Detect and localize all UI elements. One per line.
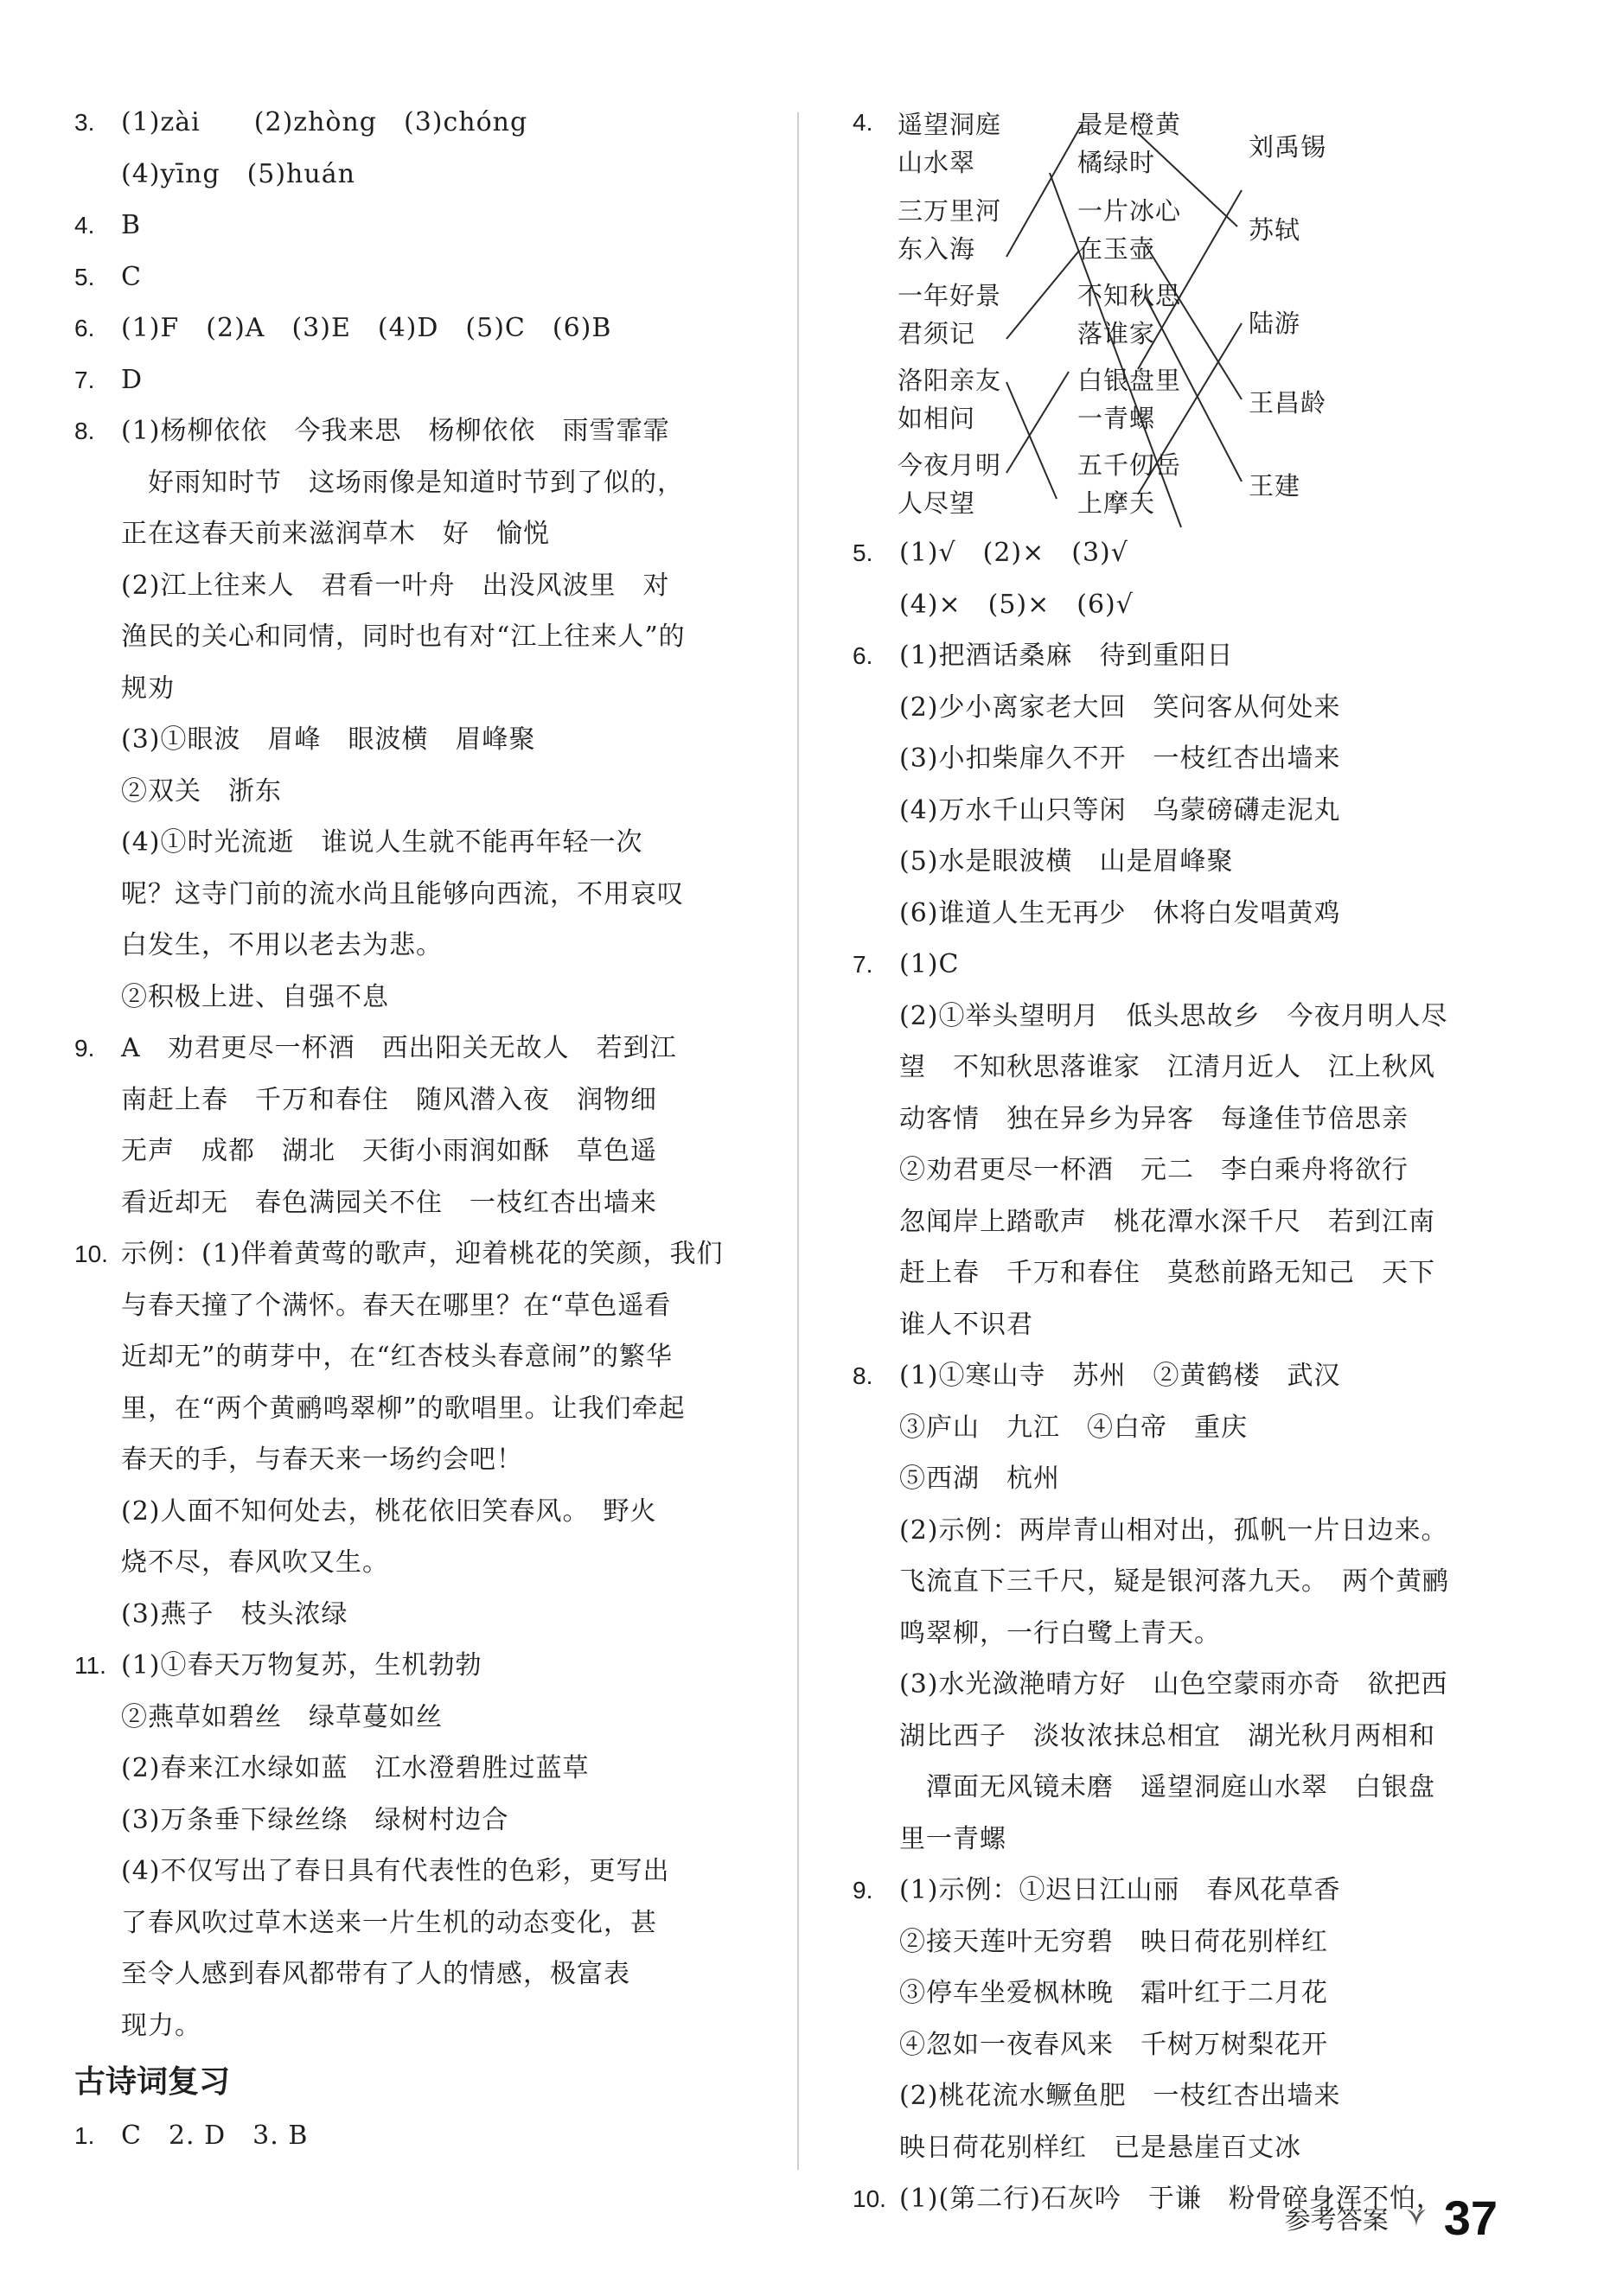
match-author: 王昌龄 <box>1249 388 1327 418</box>
answer-line <box>853 1196 1510 1248</box>
answer-line <box>74 1795 749 1846</box>
answer-text: (2)①举头望明月 低头思故乡 今夜月明人尽 <box>899 1000 1448 1031</box>
answer-line <box>74 2000 749 2052</box>
question-number: 11. <box>74 1652 106 1679</box>
answer-line <box>853 1145 1510 1196</box>
answer-text: (5)水是眼波横 山是眉峰聚 <box>899 846 1234 877</box>
leaf-icon <box>1404 2205 1428 2229</box>
answer-text: (1)√ (2)× (3)√ <box>899 538 1128 568</box>
answer-text: 湖比西子 淡妆浓抹总相宜 湖光秋月两相和 <box>899 1720 1435 1751</box>
answer-text: (3)小扣柴扉久不开 一枝红杏出墙来 <box>899 743 1341 774</box>
answer-line <box>853 682 1510 734</box>
answer-line <box>74 1331 749 1383</box>
answer-text: ③庐山 九江 ④白帝 重庆 <box>899 1412 1248 1443</box>
match-left-item: 三万里河 <box>898 196 1002 226</box>
answer-text: (4)不仅写出了春日具有代表性的色彩，更写出 <box>121 1856 670 1886</box>
answer-line <box>853 2070 1510 2122</box>
match-mid-item: 上摩天 <box>1077 488 1156 518</box>
answer-text: (6)谁道人生无再少 休将白发唱黄鸡 <box>899 897 1341 928</box>
question-number: 5. <box>853 539 873 566</box>
answer-line <box>74 766 749 818</box>
answer-line <box>74 1075 749 1126</box>
page-number: 37 <box>1443 2190 1498 2245</box>
answer-text: 里一青螺 <box>899 1823 1006 1854</box>
match-mid-item: 橘绿时 <box>1077 148 1156 177</box>
answer-line <box>74 1383 749 1435</box>
answer-text: 与春天撞了个满怀。春天在哪里？在“草色遥看 <box>121 1290 672 1321</box>
answer-line <box>853 1505 1510 1557</box>
question-number: 8. <box>74 418 95 444</box>
answer-line <box>74 1486 749 1538</box>
answer-line <box>74 1897 749 1949</box>
answer-line <box>74 97 749 149</box>
match-line <box>1006 124 1082 257</box>
answer-line <box>74 1743 749 1795</box>
answer-line <box>74 252 749 303</box>
answer-line <box>74 200 749 252</box>
answer-line <box>853 1247 1510 1299</box>
answer-text: 谁人不识君 <box>899 1309 1033 1340</box>
answer-text: C <box>121 261 142 292</box>
answer-text: (1)杨柳依依 今我来思 杨柳依依 雨雪霏霏 <box>121 416 670 446</box>
answer-text: (3)万条垂下绿丝绦 绿树村边合 <box>121 1804 509 1835</box>
answer-text: (4)①时光流逝 谁说人生就不能再年轻一次 <box>121 827 643 858</box>
match-author: 王建 <box>1249 471 1301 501</box>
answer-line <box>74 1692 749 1744</box>
answer-line <box>853 1453 1510 1505</box>
column-divider <box>797 112 799 2170</box>
answer-line <box>74 149 749 201</box>
match-mid-item: 白银盘里 <box>1077 366 1182 395</box>
answer-text: (2)示例：两岸青山相对出，孤帆一片日边来。 <box>899 1515 1448 1546</box>
answer-text: (1)①春天万物复苏，生机勃勃 <box>121 1650 482 1681</box>
match-mid-item: 五千仞岳 <box>1077 450 1182 480</box>
answer-line <box>74 303 749 354</box>
answer-text: (1)示例：①迟日江山丽 春风花草香 <box>899 1875 1341 1905</box>
match-mid-item: 最是橙黄 <box>1077 110 1182 139</box>
answer-text: (1)(第二行)石灰吟 于谦 粉骨碎身浑不怕， <box>899 2184 1443 2214</box>
question-number: 4. <box>74 212 95 239</box>
answer-text: A 劝君更尽一杯酒 西出阳关无故人 若到江 <box>121 1033 677 1063</box>
answer-line <box>74 1126 749 1177</box>
answer-line <box>853 2019 1510 2071</box>
answer-line <box>853 1814 1510 1866</box>
answer-text: (1)①寒山寺 苏州 ②黄鹤楼 武汉 <box>899 1361 1341 1391</box>
answer-text: 赶上春 千万和春住 莫愁前路无知己 天下 <box>899 1258 1435 1288</box>
answer-text: ②接天莲叶无穷碧 映日荷花别样红 <box>899 1926 1328 1957</box>
answer-line <box>74 611 749 663</box>
answer-line <box>74 1537 749 1589</box>
section-heading: 古诗词复习 <box>74 2064 231 2100</box>
match-mid-item: 不知秋思 <box>1077 281 1182 310</box>
answer-text: C 2. D 3. B <box>121 2121 309 2151</box>
match-line <box>1006 251 1079 339</box>
answer-text: 望 不知秋思落谁家 江清月近人 江上秋风 <box>899 1052 1435 1082</box>
answer-text: (2)人面不知何处去，桃花依旧笑春风。 野火 <box>121 1496 657 1527</box>
answer-line <box>853 1299 1510 1351</box>
match-mid-item: 一青螺 <box>1077 404 1156 433</box>
answer-line <box>74 508 749 560</box>
left-column <box>74 97 749 2162</box>
answer-text: 了春风吹过草木送来一片生机的动态变化，甚 <box>121 1907 657 1938</box>
answer-text: ③停车坐爱枫林晚 霜叶红于二月花 <box>899 1978 1328 2008</box>
answer-text: 南赶上春 千万和春住 随风潜入夜 润物细 <box>121 1084 657 1115</box>
match-left-item: 人尽望 <box>898 488 976 518</box>
page-footer <box>1285 2187 1498 2248</box>
answer-line <box>853 1762 1510 1814</box>
match-line <box>1006 382 1057 499</box>
answer-line <box>74 972 749 1024</box>
answer-line <box>853 1042 1510 1094</box>
answer-text: ②燕草如碧丝 绿草蔓如丝 <box>121 1701 443 1732</box>
answer-line <box>853 733 1510 785</box>
question-number: 7. <box>853 951 873 978</box>
answer-line <box>74 1846 749 1897</box>
answer-line <box>853 1556 1510 1608</box>
answer-line <box>853 785 1510 837</box>
answer-line <box>853 836 1510 888</box>
answer-text: ②积极上进、自强不息 <box>121 981 389 1012</box>
match-mid-item: 落谁家 <box>1077 319 1156 348</box>
question-number: 10. <box>853 2185 886 2212</box>
answer-line <box>853 1402 1510 1454</box>
answer-line <box>74 1434 749 1486</box>
answer-line <box>74 1948 749 2000</box>
answer-text: 动客情 独在异乡为异客 每逢佳节倍思亲 <box>899 1103 1409 1134</box>
answer-text: (3)水光潋滟晴方好 山色空蒙雨亦奇 欲把西 <box>899 1669 1448 1700</box>
match-left-item: 山水翠 <box>898 148 976 177</box>
question-number: 3. <box>74 109 95 136</box>
answer-text: (2)江上往来人 君看一叶舟 出没风波里 对 <box>121 570 670 601</box>
footer-label: 参考答案 <box>1284 2205 1389 2235</box>
match-left-item: 君须记 <box>898 319 976 348</box>
question-number: 6. <box>853 642 873 669</box>
question-number: 5. <box>74 263 95 290</box>
answer-text: (2)少小离家老大回 笑问客从何处来 <box>899 692 1341 723</box>
answer-text: 呢？这寺门前的流水尚且能够向西流，不用哀叹 <box>121 878 684 909</box>
question-number: 7. <box>74 366 95 393</box>
match-left-item: 一年好景 <box>898 281 1002 310</box>
question-number: 1. <box>74 2122 95 2149</box>
answer-text: (1)C <box>899 949 960 979</box>
match-line <box>1006 372 1069 473</box>
answer-line <box>853 630 1510 682</box>
answer-line <box>853 1968 1510 2019</box>
answer-line <box>853 1659 1510 1711</box>
answer-line <box>74 1177 749 1229</box>
answer-text: 正在这春天前来滋润草木 好 愉悦 <box>121 519 550 549</box>
answer-text: 忽闻岸上踏歌声 桃花潭水深千尺 若到江南 <box>899 1206 1435 1237</box>
answer-text: (1)zài (2)zhòng (3)chóng <box>121 107 528 137</box>
right-column <box>853 527 1510 2225</box>
answer-line <box>853 991 1510 1043</box>
answer-line <box>853 1608 1510 1660</box>
answer-text: ②劝君更尽一杯酒 元二 李白乘舟将欲行 <box>899 1155 1409 1185</box>
match-left-item: 今夜月明 <box>898 450 1002 480</box>
answer-text: (2)春来江水绿如蓝 江水澄碧胜过蓝草 <box>121 1753 590 1783</box>
answer-text: (4)yīng (5)huán <box>121 158 355 189</box>
answer-text: 飞流直下三千尺，疑是银河落九天。 两个黄鹂 <box>899 1566 1449 1597</box>
answer-text: 至令人感到春风都带有了人的情感，极富表 <box>121 1959 630 1989</box>
answer-text: 现力。 <box>121 2010 201 2041</box>
question-number: 8. <box>853 1362 873 1389</box>
answer-text: 渔民的关心和同情，同时也有对“江上往来人”的 <box>121 622 686 652</box>
answer-line <box>74 1589 749 1641</box>
question-number: 6. <box>74 315 95 341</box>
answer-text: 白发生，不用以老去为悲。 <box>121 930 443 960</box>
answer-text: 潭面无风镜未磨 遥望洞庭山水翠 白银盘 <box>899 1772 1435 1802</box>
question-number: 9. <box>74 1035 95 1062</box>
answer-text: (3)燕子 枝头浓绿 <box>121 1598 348 1630</box>
answer-line <box>853 579 1510 631</box>
answer-text: 看近却无 春色满园关不住 一枝红杏出墙来 <box>121 1187 657 1218</box>
answer-line <box>74 663 749 715</box>
answer-line <box>853 527 1510 579</box>
answer-line <box>853 1094 1510 1145</box>
match-author: 苏轼 <box>1249 215 1301 245</box>
answer-text: 里，在“两个黄鹂鸣翠柳”的歌唱里。让我们牵起 <box>121 1393 686 1424</box>
answer-line <box>74 817 749 869</box>
answer-line <box>74 405 749 457</box>
question-number: 10. <box>74 1240 108 1267</box>
answer-line <box>74 354 749 406</box>
answer-text: ②双关 浙东 <box>121 775 282 807</box>
answer-text: 好雨知时节 这场雨像是知道时节到了似的， <box>121 467 684 498</box>
match-author: 陆游 <box>1249 309 1301 338</box>
answer-text: ⑤西湖 杭州 <box>899 1464 1060 1494</box>
answer-text: 春天的手，与春天来一场约会吧！ <box>121 1445 523 1475</box>
match-mid-item: 一片冰心 <box>1077 196 1182 226</box>
answer-text: 近却无”的萌芽中，在“红杏枝头春意闹”的繁华 <box>121 1342 674 1372</box>
match-left-item: 遥望洞庭 <box>898 110 1002 139</box>
answer-text: (1)把酒话桑麻 待到重阳日 <box>899 641 1234 671</box>
answer-text: 无声 成都 湖北 天街小雨润如酥 草色遥 <box>121 1136 657 1166</box>
answer-text: ④忽如一夜春风来 千树万树梨花开 <box>899 2029 1328 2060</box>
answer-text: (4)万水千山只等闲 乌蒙磅礴走泥丸 <box>899 794 1341 826</box>
answer-line <box>853 1711 1510 1763</box>
answer-text: 鸣翠柳，一行白鹭上青天。 <box>899 1617 1221 1649</box>
answer-line <box>74 1228 749 1280</box>
answer-line <box>74 1280 749 1332</box>
answer-text: 规劝 <box>121 673 175 704</box>
answer-text: (1)F (2)A (3)E (4)D (5)C (6)B <box>121 313 612 343</box>
answer-line <box>853 888 1510 940</box>
match-author: 刘禹锡 <box>1249 132 1327 162</box>
match-left-item: 如相问 <box>898 404 976 433</box>
answer-text: (3)①眼波 眉峰 眼波横 眉峰聚 <box>121 724 536 755</box>
answer-line <box>74 920 749 972</box>
answer-line <box>853 2122 1510 2174</box>
answer-text: (2)桃花流水鳜鱼肥 一枝红杏出墙来 <box>899 2081 1341 2111</box>
answer-text: 示例：(1)伴着黄莺的歌声，迎着桃花的笑颜，我们 <box>121 1239 724 1269</box>
answer-line <box>74 714 749 766</box>
answer-line <box>74 1023 749 1075</box>
answer-line <box>74 560 749 612</box>
answer-text: B <box>121 210 142 240</box>
answer-line <box>74 457 749 509</box>
answer-line <box>74 1640 749 1692</box>
matching-exercise <box>853 97 1510 529</box>
question-number: 9. <box>853 1877 873 1904</box>
question-number: 4. <box>853 109 873 136</box>
answer-line <box>853 1350 1510 1402</box>
match-left-item: 洛阳亲友 <box>898 366 1002 395</box>
answer-text: 烧不尽，春风吹又生。 <box>121 1547 389 1578</box>
answer-line <box>74 2110 749 2162</box>
match-left-item: 东入海 <box>898 234 976 264</box>
answer-text: D <box>121 364 144 395</box>
answer-line <box>853 1917 1510 1968</box>
answer-text: 映日荷花别样红 已是悬崖百丈冰 <box>899 2132 1301 2163</box>
answer-line <box>853 939 1510 991</box>
match-mid-item: 在玉壶 <box>1077 234 1156 264</box>
answer-line <box>853 1865 1510 1917</box>
answer-text: (4)× (5)× (6)√ <box>899 589 1134 620</box>
answer-line <box>74 869 749 921</box>
